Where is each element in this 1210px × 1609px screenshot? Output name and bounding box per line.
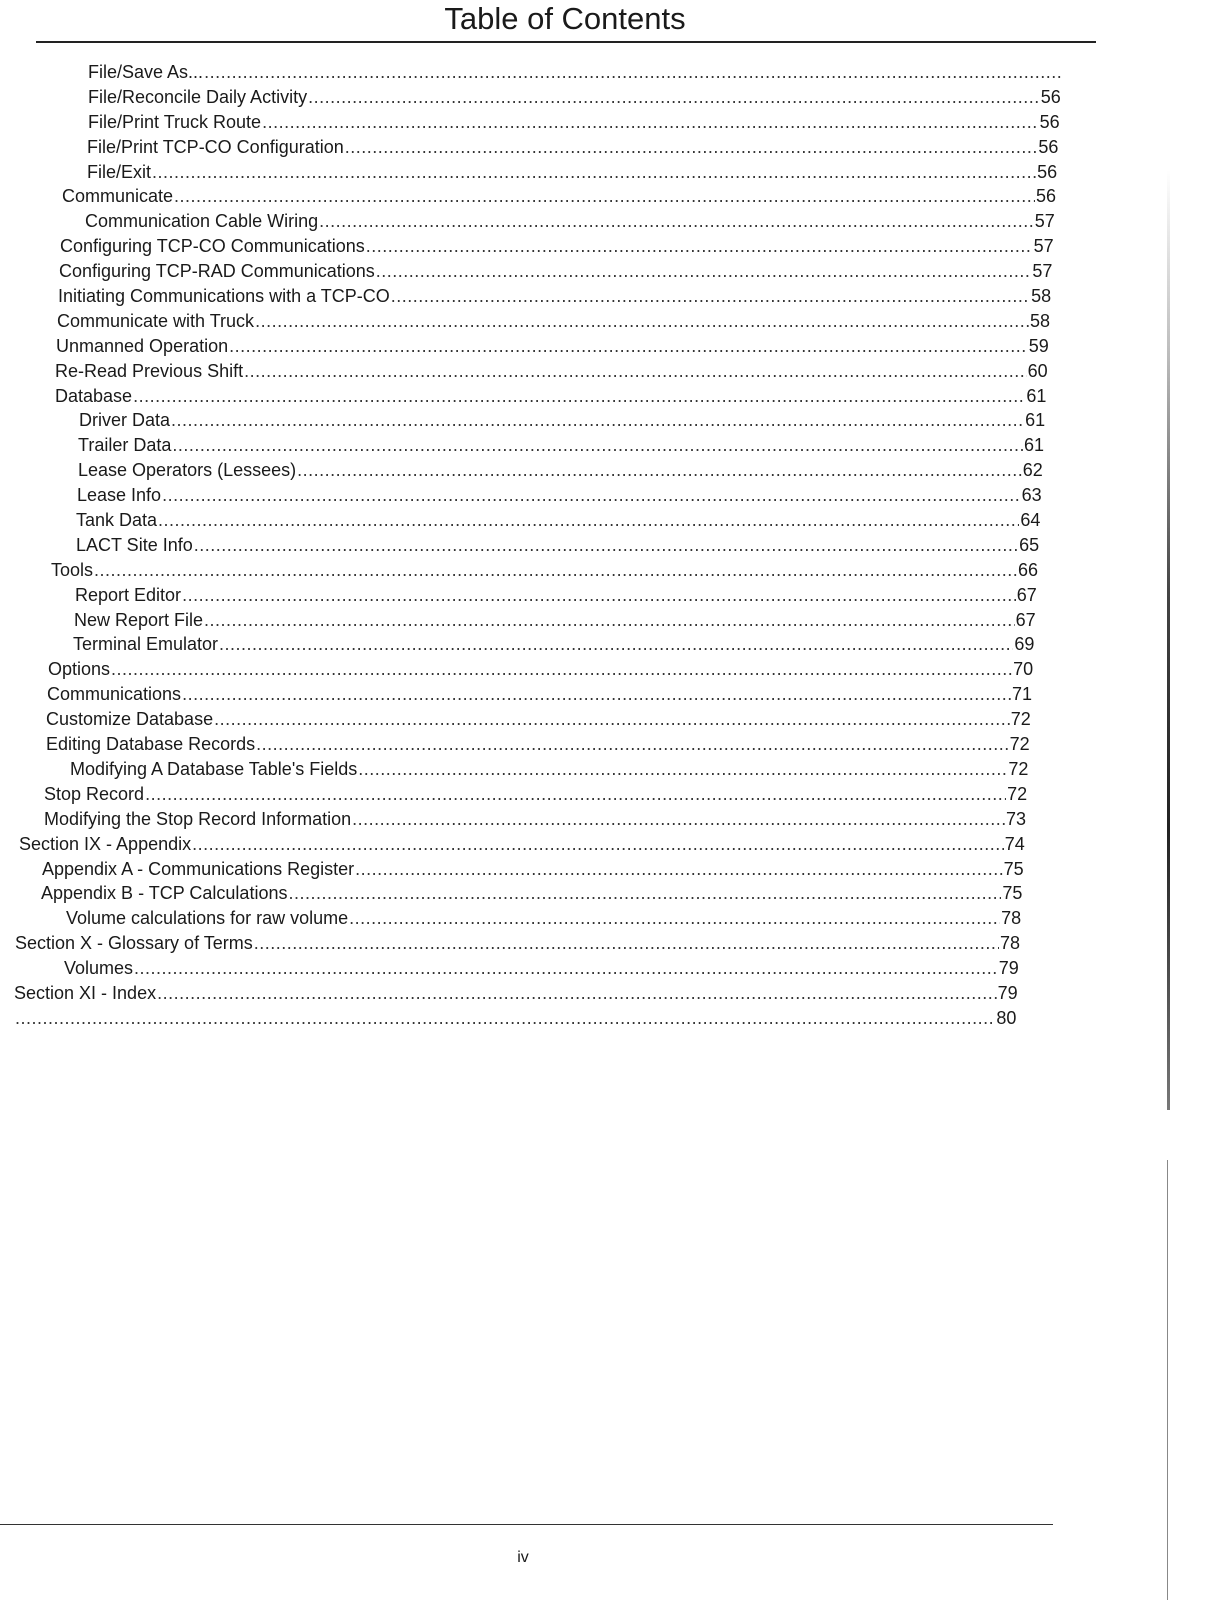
- toc-dot-leader: [111, 659, 1012, 680]
- toc-entry-page: 56: [1038, 136, 1059, 157]
- toc-entry-page: 72: [1009, 734, 1030, 755]
- toc-entry[interactable]: [0, 709, 1031, 734]
- toc-entry-page: 58: [1029, 310, 1050, 331]
- toc-entry[interactable]: [0, 410, 1045, 435]
- toc-entry-page: 79: [997, 982, 1018, 1003]
- toc-entry[interactable]: [0, 958, 1019, 983]
- toc-dot-leader: [254, 933, 999, 954]
- toc-entry-page: 67: [1016, 584, 1037, 605]
- scan-edge-mark: [1167, 170, 1170, 1110]
- toc-dot-leader: [376, 261, 1032, 282]
- toc-dot-leader: [355, 859, 1002, 880]
- toc-entry-label: Customize Database: [46, 709, 214, 730]
- toc-entry[interactable]: [0, 361, 1048, 386]
- toc-entry[interactable]: [0, 336, 1049, 361]
- toc-entry[interactable]: [0, 859, 1024, 884]
- toc-entry-page: 78: [999, 933, 1020, 954]
- toc-dot-leader: [182, 585, 1016, 606]
- toc-entry-label: Lease Info: [77, 485, 162, 506]
- toc-entry[interactable]: [0, 535, 1039, 560]
- toc-entry-label: New Report File: [74, 609, 204, 630]
- toc-entry-page: 56: [1040, 86, 1061, 107]
- toc-entry-page: 79: [998, 958, 1019, 979]
- toc-dot-leader: [255, 311, 1029, 332]
- toc-entry[interactable]: [0, 759, 1028, 784]
- toc-entry-page: 66: [1017, 559, 1038, 580]
- toc-entry[interactable]: [0, 933, 1020, 958]
- toc-entry-page: 72: [1007, 783, 1028, 804]
- toc-entry-label: Volumes: [64, 958, 134, 979]
- toc-dot-leader: [319, 211, 1034, 232]
- toc-dot-leader: [172, 435, 1023, 456]
- toc-entry-label: Tools: [51, 559, 94, 580]
- toc-entry[interactable]: [0, 510, 1040, 535]
- toc-dot-leader: [244, 361, 1026, 382]
- toc-entry-page: 65: [1019, 534, 1040, 555]
- toc-entry[interactable]: [0, 560, 1038, 585]
- toc-entry-label: Unmanned Operation: [56, 335, 229, 356]
- toc-entry-page: 60: [1027, 360, 1048, 381]
- toc-entry-page: 62: [1022, 460, 1043, 481]
- toc-entry-label: Appendix A - Communications Register: [42, 858, 355, 879]
- toc-entry-label: Volume calculations for raw volume: [66, 908, 349, 929]
- toc-dot-leader: [204, 62, 1061, 83]
- toc-dot-leader: [192, 834, 1004, 855]
- toc-entry[interactable]: [0, 261, 1052, 286]
- toc-dot-leader: [288, 883, 1001, 904]
- toc-entry-page: 57: [1034, 211, 1055, 232]
- toc-entry[interactable]: [0, 784, 1027, 809]
- toc-dot-leader: [219, 634, 1013, 655]
- toc-entry-label: File/Print TCP-CO Configuration: [87, 136, 344, 157]
- toc-entry-label: Communicate: [62, 186, 174, 207]
- toc-entry-label: Lease Operators (Lessees): [78, 460, 297, 481]
- toc-entry-page: 72: [1008, 758, 1029, 779]
- toc-entry-label: Modifying the Stop Record Information: [44, 808, 352, 829]
- toc-entry[interactable]: [0, 62, 1062, 87]
- toc-entry[interactable]: [0, 610, 1036, 635]
- toc-entry[interactable]: [0, 236, 1054, 261]
- toc-entry-page: 73: [1005, 808, 1026, 829]
- toc-dot-leader: [366, 236, 1033, 257]
- toc-entry[interactable]: [0, 435, 1044, 460]
- page-title: Table of Contents: [444, 1, 686, 36]
- toc-entry[interactable]: [0, 834, 1025, 859]
- toc-entry-label: File/Reconcile Daily Activity: [88, 86, 308, 107]
- page-number: iv: [517, 1549, 529, 1566]
- toc-dot-leader: [349, 908, 1000, 929]
- toc-entry-label: File/Exit: [87, 161, 152, 182]
- toc-entry-page: 72: [1010, 709, 1031, 730]
- toc-dot-leader: [229, 336, 1028, 357]
- toc-dot-leader: [345, 137, 1038, 158]
- toc-dot-leader: [308, 87, 1040, 108]
- toc-entry-label: Editing Database Records: [46, 734, 256, 755]
- toc-entry-page: 71: [1011, 684, 1032, 705]
- toc-entry[interactable]: [0, 386, 1046, 411]
- toc-entry-page: 63: [1021, 485, 1042, 506]
- toc-dot-leader: [358, 759, 1007, 780]
- toc-entry-page: 57: [1033, 236, 1054, 257]
- toc-list: [0, 62, 1210, 1033]
- toc-dot-leader: [15, 1008, 995, 1029]
- toc-dot-leader: [297, 460, 1022, 481]
- toc-entry-page: 56: [1035, 186, 1056, 207]
- toc-entry-label: Trailer Data: [78, 435, 172, 456]
- toc-entry-label: Tank Data: [76, 510, 158, 531]
- toc-entry-label: Initiating Communications with a TCP-CO: [58, 286, 390, 307]
- toc-dot-leader: [158, 510, 1019, 531]
- toc-entry[interactable]: [0, 162, 1057, 187]
- toc-entry-label: Appendix B - TCP Calculations: [41, 883, 288, 904]
- toc-entry-label: Communications: [47, 684, 182, 705]
- toc-entry[interactable]: [0, 186, 1056, 211]
- footer-rule: [0, 1524, 1053, 1525]
- toc-entry-page: 61: [1026, 385, 1047, 406]
- toc-entry-label: Section X - Glossary of Terms: [15, 933, 253, 954]
- toc-entry-page: 61: [1025, 410, 1046, 431]
- toc-entry[interactable]: [0, 286, 1051, 311]
- toc-dot-leader: [145, 784, 1006, 805]
- toc-entry-page: 78: [1001, 908, 1022, 929]
- toc-entry-label: Driver Data: [79, 410, 171, 431]
- toc-entry[interactable]: [0, 908, 1021, 933]
- toc-entry-page: 67: [1015, 609, 1036, 630]
- toc-entry-page: 59: [1028, 335, 1049, 356]
- toc-dot-leader: [134, 958, 998, 979]
- toc-dot-leader: [94, 560, 1017, 581]
- toc-dot-leader: [194, 535, 1018, 556]
- toc-entry[interactable]: [0, 311, 1050, 336]
- toc-entry-label: Re-Read Previous Shift: [55, 360, 244, 381]
- toc-dot-leader: [352, 809, 1005, 830]
- toc-dot-leader: [182, 684, 1011, 705]
- toc-entry-page: 75: [1002, 883, 1023, 904]
- toc-entry[interactable]: [0, 211, 1055, 236]
- toc-dot-leader: [162, 485, 1020, 506]
- toc-entry-label: Options: [48, 659, 111, 680]
- toc-entry-page: 75: [1003, 858, 1024, 879]
- toc-entry-label: Communication Cable Wiring: [85, 211, 319, 232]
- toc-entry[interactable]: [0, 112, 1060, 137]
- toc-entry-label: Configuring TCP-RAD Communications: [59, 261, 375, 282]
- toc-dot-leader: [174, 186, 1035, 207]
- toc-entry[interactable]: [0, 883, 1022, 908]
- toc-entry[interactable]: [0, 809, 1026, 834]
- toc-entry[interactable]: [0, 460, 1043, 485]
- toc-entry[interactable]: [0, 983, 1018, 1008]
- toc-dot-leader: [152, 162, 1036, 183]
- toc-dot-leader: [171, 410, 1024, 431]
- toc-entry-label: File/Save As...: [88, 62, 204, 82]
- toc-entry-label: Section XI - Index: [14, 982, 157, 1003]
- toc-dot-leader: [204, 610, 1015, 631]
- toc-dot-leader: [214, 709, 1010, 730]
- toc-entry-page: 58: [1031, 286, 1052, 307]
- toc-entry[interactable]: [0, 87, 1061, 112]
- toc-entry-page: 70: [1013, 659, 1034, 680]
- toc-entry-page: 56: [1039, 111, 1060, 132]
- toc-dot-leader: [262, 112, 1039, 133]
- toc-entry[interactable]: [0, 1008, 1016, 1033]
- toc-entry[interactable]: [0, 659, 1033, 684]
- toc-entry[interactable]: [0, 485, 1042, 510]
- toc-dot-leader: [391, 286, 1030, 307]
- toc-entry-label: File/Print Truck Route: [88, 111, 262, 132]
- toc-entry-label: Database: [55, 385, 133, 406]
- scan-edge-mark: [1167, 1160, 1168, 1600]
- toc-entry-page: 69: [1014, 634, 1035, 655]
- toc-entry-label: Report Editor: [75, 584, 182, 605]
- toc-entry-label: LACT Site Info: [76, 534, 193, 555]
- toc-entry[interactable]: [0, 585, 1037, 610]
- title-rule: [36, 41, 1096, 43]
- toc-entry[interactable]: [0, 634, 1034, 659]
- toc-entry-page: 64: [1020, 510, 1041, 531]
- toc-entry-page: 61: [1023, 435, 1044, 456]
- toc-dot-leader: [157, 983, 996, 1004]
- toc-entry-page: 57: [1032, 261, 1053, 282]
- toc-entry-label: Modifying A Database Table's Fields: [70, 758, 358, 779]
- toc-entry[interactable]: [0, 684, 1032, 709]
- toc-entry-label: Stop Record: [44, 783, 145, 804]
- toc-entry[interactable]: [0, 734, 1030, 759]
- toc-dot-leader: [256, 734, 1008, 755]
- toc-entry-label: Configuring TCP-CO Communications: [60, 236, 365, 257]
- toc-entry-page: 80: [996, 1007, 1017, 1028]
- toc-entry-label: Section IX - Appendix: [19, 833, 192, 854]
- toc-entry-page: 56: [1037, 161, 1058, 182]
- toc-entry-page: 74: [1004, 833, 1025, 854]
- toc-entry-label: Communicate with Truck: [57, 310, 255, 331]
- toc-entry[interactable]: [0, 137, 1058, 162]
- toc-entry-label: Terminal Emulator: [73, 634, 219, 655]
- toc-dot-leader: [133, 386, 1025, 407]
